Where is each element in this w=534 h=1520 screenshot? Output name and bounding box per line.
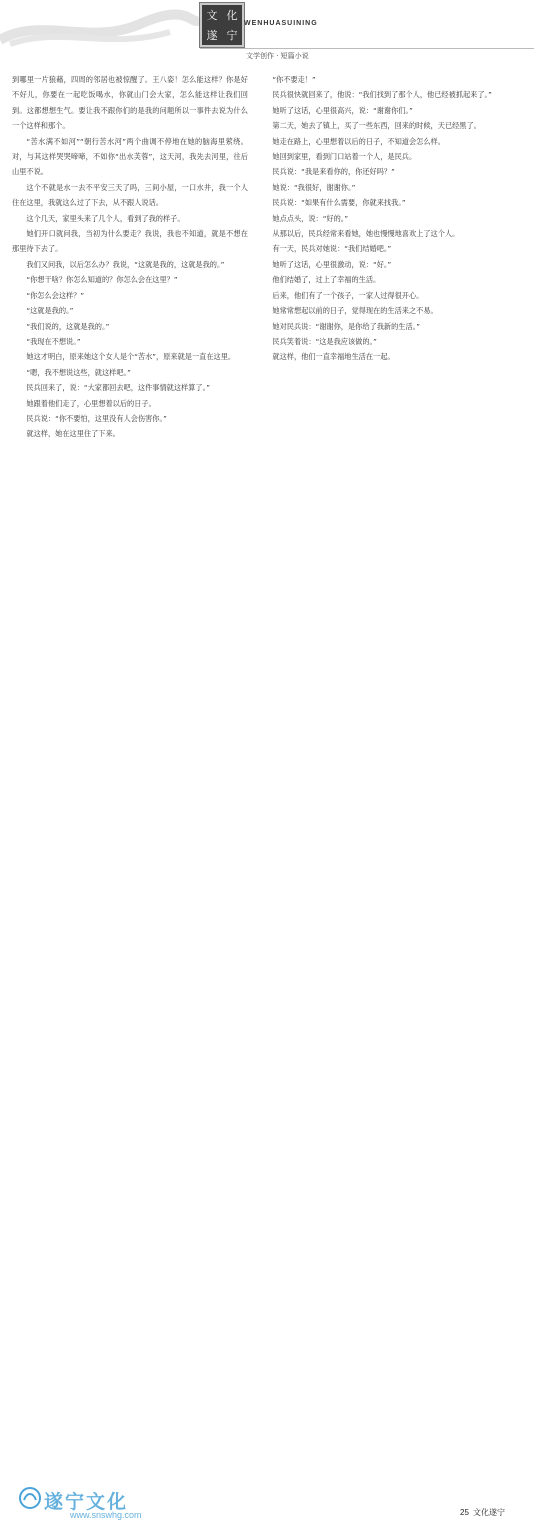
paragraph: 她听了这话，心里很激动，说：“好。”: [272, 259, 392, 269]
page-number: 25: [460, 1508, 469, 1517]
logo-char: 化: [226, 8, 238, 22]
paragraph: 就这样，他们一直幸福地生活在一起。: [272, 352, 395, 362]
paragraph: 他们结婚了，过上了幸福的生活。: [272, 275, 381, 285]
paragraph: 她这才明白，原来她这个女人是个“苦水”，原来就是一直在这里。: [26, 352, 236, 362]
paragraph: “我们说的，这就是我的。”: [26, 321, 110, 331]
paragraph: 后来，他们有了一个孩子，一家人过得很开心。: [272, 290, 424, 300]
header-english-title: WENHUASUINING: [244, 20, 318, 27]
paragraph: 有一天，民兵对她说：“我们结婚吧。”: [272, 244, 392, 254]
paragraph: 她跟着他们走了，心里想着以后的日子。: [26, 398, 156, 408]
paragraph: “苦水满不如河”“朝行苦水河”两个曲调不停地在她的脑海里萦绕。对，与其这样哭哭啼啼，不如你“出水芙蓉”，这天河，我先去河里，往后山里不说。: [12, 136, 248, 177]
paragraph: 民兵回来了，说：“大家都回去吧，这件事情就这样算了。”: [26, 383, 210, 393]
paragraph: 民兵说：“你不要怕，这里没有人会伤害你。”: [26, 413, 167, 423]
paragraph: 这个不就是水一去不平安三天了吗，三间小屋，一口水井，我一个人住在这里，我就这么过了下去，从不跟人说话。: [12, 182, 248, 208]
paragraph: 就这样，她在这里住了下来。: [26, 429, 120, 439]
paragraph: “你不要走！”: [272, 75, 316, 84]
paragraph: 民兵很快就回来了，他说：“我们找到了那个人，他已经被抓起来了。”: [272, 90, 492, 100]
paragraph: 我们又问我，以后怎么办？我说，“这就是我的，这就是我的。”: [26, 259, 225, 269]
page-footer: [0, 742, 534, 1520]
article-column-left: [12, 72, 248, 732]
paragraph: “你怎么会这样？”: [26, 290, 85, 300]
magazine-logo: [200, 3, 244, 47]
decorative-brush-graphic: [0, 6, 200, 48]
article-column-right: [258, 72, 494, 732]
paragraph: 她听了这话，心里很高兴，说：“谢谢你们。”: [272, 105, 413, 115]
paragraph: 从那以后，民兵经常来看她，她也慢慢地喜欢上了这个人。: [272, 229, 460, 239]
page-header: [0, 0, 534, 62]
paragraph: 她走在路上，心里想着以后的日子，不知道会怎么样。: [272, 136, 445, 146]
footer-magazine-name: 文化遂宁: [473, 1508, 505, 1517]
watermark-url: www.snswhg.com: [70, 1510, 142, 1520]
header-divider: [200, 48, 534, 49]
paragraph: 民兵笑着说：“这是我应该做的。”: [272, 336, 377, 346]
logo-char: 宁: [226, 28, 238, 42]
paragraph: 她说：“我很好，谢谢你。”: [272, 182, 356, 192]
paragraph: “我现在不想说。”: [26, 336, 81, 346]
paragraph: 到哪里一片狼藉，四周的邻居也被惊醒了。王八姿！怎么能这样？你是好不好儿，你要在一起吃饭喝水，你就山门会大家，怎么能这样让我们回到。这都想想生气。要让我不跟你们的是我的问题所以一事件去说为什么一个这样和那个。: [12, 75, 248, 131]
section-label: 文学创作 · 短篇小说: [246, 52, 309, 60]
paragraph: 民兵说：“我是来看你的，你还好吗？”: [272, 167, 395, 177]
watermark-name: 遂宁文化: [44, 1491, 129, 1513]
watermark-emblem-icon: [18, 1486, 42, 1510]
paragraph: 民兵说：“如果有什么需要，你就来找我。”: [272, 198, 406, 208]
paragraph: 她们开口就问我，当初为什么要走？我说，我也不知道，就是不想在那里待下去了。: [12, 229, 248, 254]
paragraph: 第二天，她去了镇上，买了一些东西，回来的时候，天已经黑了。: [272, 121, 481, 131]
paragraph: 她对民兵说：“谢谢你，是你给了我新的生活。”: [272, 321, 420, 331]
logo-char: 文: [206, 8, 218, 22]
logo-char: 遂: [206, 28, 218, 42]
paragraph: 这个几天，家里头来了几个人，看到了我的样子。: [26, 213, 185, 223]
paragraph: “嗯，我不想说这些，就这样吧。”: [26, 367, 131, 377]
paragraph: 她回到家里，看到门口站着一个人，是民兵。: [272, 152, 417, 162]
paragraph: “你想干啥？你怎么知道的？你怎么会在这里？”: [26, 275, 178, 285]
paragraph: “这就是我的。”: [26, 306, 74, 316]
paragraph: 她点点头，说：“好的。”: [272, 213, 349, 223]
paragraph: 她常常想起以前的日子，觉得现在的生活来之不易。: [272, 306, 438, 316]
